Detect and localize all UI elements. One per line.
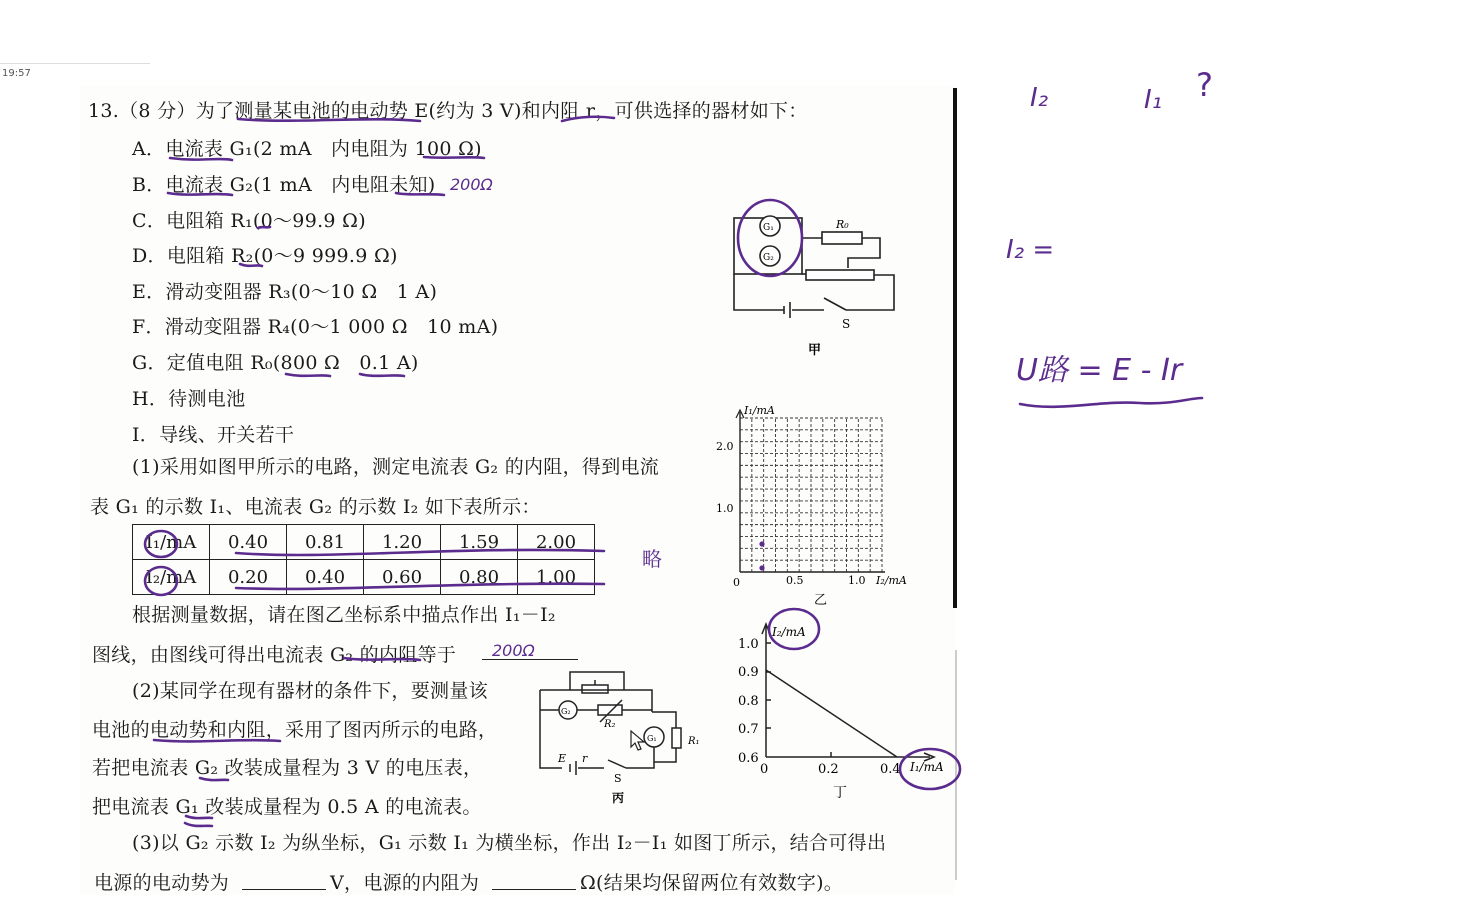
ink-underline [236,584,604,589]
bing-switch [608,760,626,768]
ding-data-line [766,670,897,757]
table-cell: 1.00 [518,560,595,595]
yi-xtick: 0 [733,576,740,589]
jia-r0-label: R₀ [836,218,849,231]
ink-underline [154,740,280,741]
ink-circle [145,531,177,557]
jia-g2-label: G₂ [763,253,774,263]
bing-r2-box [598,705,622,715]
ink-plot-point [759,565,764,570]
ink-underline [186,816,212,818]
ink-underline [240,264,262,266]
ink-underline [396,193,444,195]
ink-underline [185,823,212,826]
jia-g1-label: G₁ [763,223,774,233]
option-h: H．待测电池 [132,388,246,410]
ink-b-note: 200Ω [450,175,493,194]
jia-rheostat [806,270,874,280]
yi-caption: 乙 [814,593,828,608]
ink-underline [170,158,232,160]
table-cell: 1.59 [441,525,518,560]
ink-underline [168,193,232,195]
table-cell: 0.80 [441,560,518,595]
ink-underlines [145,117,1202,826]
ink-plot-point [759,541,764,546]
option-c: C．电阻箱 R₁(0～99.9 Ω) [132,210,366,232]
ding-ytick: 0.9 [738,665,759,680]
ink-underline [562,117,614,121]
ink-right-note: I₁ [1144,85,1163,115]
table-cell: 1.20 [364,525,441,560]
ink-right-note: I₂ [1030,83,1049,113]
yi-xtick: 1.0 [848,574,866,587]
table-cell: I₁/mA [133,525,210,560]
ink-side-note: 略 [642,547,662,571]
part2-line4: 把电流表 G₁ 改装成量程为 0.5 A 的电流表。 [92,796,482,818]
bing-g2-label: G₂ [561,707,571,716]
part1-line2: 表 G₁ 的示数 I₁、电流表 G₂ 的示数 I₂ 如下表所示： [90,496,541,518]
jia-switch [824,298,846,310]
option-d: D．电阻箱 R₂(0～9 999.9 Ω) [132,245,398,267]
jia-caption: 甲 [808,343,822,358]
table-cell: I₂/mA [133,560,210,595]
part3-line1: (3)以 G₂ 示数 I₂ 为纵坐标，G₁ 示数 I₁ 为横坐标，作出 I₂－I₁ 如图丁所示，结合可得出 [132,832,887,854]
ding-caption: 丁 [833,785,847,801]
bing-s-label: S [614,772,622,785]
bing-g1-label: G₁ [647,734,657,743]
ink-underline [236,550,604,555]
option-a: A．电流表 G₁(2 mA 内电阻为 100 Ω) [132,138,482,160]
figure-jia [734,216,894,318]
ink-underline [424,157,484,158]
table-cell: 2.00 [518,525,595,560]
option-g: G．定值电阻 R₀(800 Ω 0.1 A) [132,352,419,374]
bing-r-label: r [582,752,588,765]
ding-xtick: 0.4 [880,762,901,777]
bing-r2-label: R₂ [604,719,616,730]
yi-xlabel: I₂/mA [876,574,907,587]
part2-line1: (2)某同学在现有器材的条件下，要测量该 [132,680,488,702]
ding-xlabel: I₁/mA [910,760,944,774]
table-cell: 0.40 [210,525,287,560]
ding-ytick: 0.7 [738,722,759,737]
part3-line2a: 电源的电动势为 [94,872,230,894]
ink-underline [200,778,228,780]
ding-xtick: 0 [760,762,769,777]
table-cell: 0.20 [210,560,287,595]
part3-line2c: Ω(结果均保留两位有效数字)。 [580,872,844,894]
option-e: E．滑动变阻器 R₃(0～10 Ω 1 A) [132,281,438,303]
bing-rheostat [582,685,608,693]
ink-underline [1020,398,1202,407]
part1-line3: 根据测量数据，请在图乙坐标系中描点作出 I₁－I₂ [132,604,556,626]
yi-ytick: 2.0 [716,440,734,453]
ding-ylabel: I₂/mA [772,625,806,639]
option-i: I．导线、开关若干 [132,424,295,446]
ink-right-note: U路 = E - Ir [1016,353,1183,388]
yi-ylabel: I₁/mA [744,404,775,417]
ding-xtick: 0.2 [818,762,839,777]
bing-caption: 丙 [612,791,625,805]
table-cell: 0.40 [287,560,364,595]
ink-underline [286,374,330,376]
part2-line3: 若把电流表 G₂ 改装成量程为 3 V 的电压表， [92,757,483,779]
option-b: B．电流表 G₂(1 mA 内电阻未知) [132,174,436,196]
jia-s-label: S [842,317,851,331]
ding-ytick: 0.8 [738,694,759,709]
ink-underline [238,119,420,121]
jia-r0-resistor [822,232,862,244]
figure-ding [762,624,934,761]
ink-underline [258,227,270,228]
table-cell: 0.81 [287,525,364,560]
ding-ytick: 0.6 [738,751,759,766]
ink-right-note: I₂ = [1006,235,1055,265]
part3-line2b: V，电源的内阻为 [330,872,480,894]
yi-xtick: 0.5 [786,574,804,587]
part2-line2: 电池的电动势和内阻，采用了图丙所示的电路， [92,719,498,741]
bing-r1-label: R₁ [688,736,700,747]
part1-line1: (1)采用如图甲所示的电路，测定电流表 G₂ 的内阻，得到电流 [132,456,660,478]
bing-r1-box [672,728,681,748]
figure-yi [736,410,885,572]
ink-underline [344,658,420,660]
bing-e-label: E [558,752,567,765]
option-f: F．滑动变阻器 R₄(0～1 000 Ω 10 mA) [132,316,499,338]
question-header: 13.（8 分）为了测量某电池的电动势 E(约为 3 V)和内阻 r，可供选择的器材如下： [88,100,808,122]
part1-line4: 图线，由图线可得出电流表 G₂ 的内阻等于 [92,644,457,666]
ding-ytick: 1.0 [738,637,759,652]
ink-right-note: ? [1196,66,1213,104]
table-cell: 0.60 [364,560,441,595]
ink-answer1: 200Ω [492,641,535,660]
video-timestamp: 19:57 [2,68,31,79]
ink-underline [360,374,404,376]
ink-circle [145,567,177,595]
mouse-cursor-icon [630,730,646,752]
yi-ytick: 1.0 [716,502,734,515]
